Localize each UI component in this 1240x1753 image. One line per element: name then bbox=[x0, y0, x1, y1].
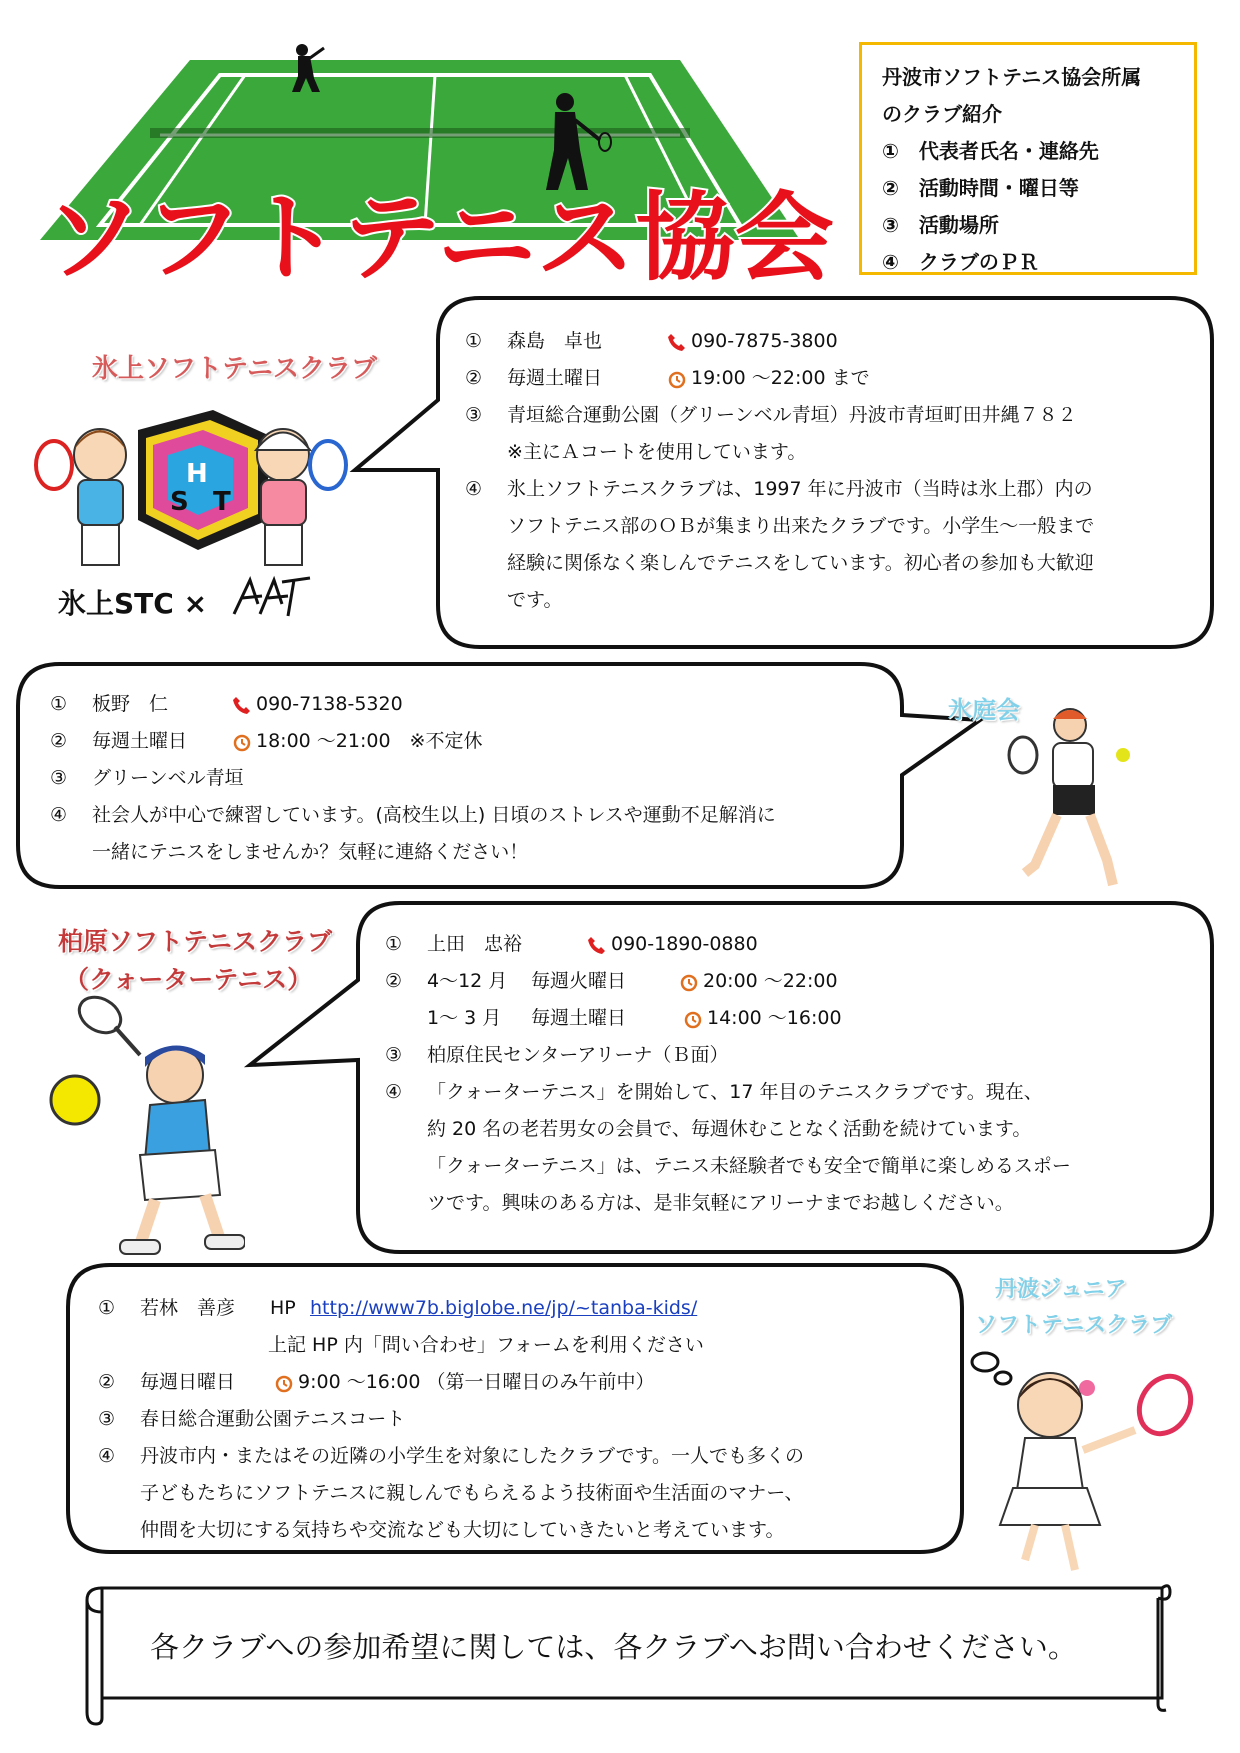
schedule-time: 18:00 ～21:00 ※不定休 bbox=[256, 730, 483, 752]
phone-number: 090-7875-3800 bbox=[691, 330, 838, 352]
legend-line: ② 活動時間・曜日等 bbox=[882, 176, 1079, 200]
hikami-place-row bbox=[465, 397, 1094, 434]
pr-line: 一緒にテニスをしませんか？気軽に連絡ください！ bbox=[92, 841, 529, 863]
contact-name: 森島 卓也 bbox=[507, 330, 603, 352]
legend-line: 丹波市ソフトテニス協会所属 bbox=[882, 65, 1142, 89]
schedule-time: 20:00 ～22:00 bbox=[703, 970, 838, 992]
item-number: ③ bbox=[98, 1408, 116, 1430]
hikami-schedule-row bbox=[465, 360, 1094, 397]
alarm-clock-icon bbox=[679, 972, 699, 992]
item-number: ② bbox=[385, 970, 403, 992]
schedule-time: 9:00 ～16:00 （第一日曜日のみ午前中） bbox=[298, 1371, 655, 1393]
kaibara-schedule-row-1 bbox=[385, 963, 1071, 1000]
pr-line: 社会人が中心で練習しています。(高校生以上) 日頃のストレスや運動不足解消に bbox=[92, 804, 776, 826]
hikami-details bbox=[465, 323, 1094, 619]
contact-name: 上田 忠裕 bbox=[427, 933, 523, 955]
kaibara-contact-row bbox=[385, 926, 1071, 963]
schedule-days: 毎週土曜日 bbox=[531, 1007, 627, 1029]
tanba-junior-details bbox=[98, 1290, 804, 1549]
pr-line: です。 bbox=[507, 589, 563, 611]
item-number: ① bbox=[98, 1297, 116, 1319]
contact-name: 若林 善彦 bbox=[140, 1297, 236, 1319]
pr-line: 子どもたちにソフトテニスに親しんでもらえるよう技術面や生活面のマナー、 bbox=[140, 1482, 804, 1504]
schedule-days: 毎週土曜日 bbox=[507, 367, 603, 389]
schedule-days: 毎週土曜日 bbox=[92, 730, 188, 752]
alarm-clock-icon bbox=[667, 369, 687, 389]
item-number: ① bbox=[50, 693, 68, 715]
legend-line: ③ 活動場所 bbox=[882, 213, 999, 237]
schedule-days: 毎週火曜日 bbox=[531, 970, 627, 992]
kaibara-details bbox=[385, 926, 1071, 1222]
kaibara-pr-row bbox=[385, 1074, 1071, 1111]
pr-line: 約 20 名の老若男女の会員で、毎週休むことなく活動を続けています。 bbox=[427, 1118, 1032, 1140]
pr-line: 「クォーターテニス」を開始して、17 年目のテニスクラブです。現在、 bbox=[427, 1081, 1043, 1103]
item-number: ② bbox=[50, 730, 68, 752]
club-name-tanba-junior: 丹波ジュニア bbox=[995, 1277, 1127, 1302]
footer-message: 各クラブへの参加希望に関しては、各クラブへお問い合わせください。 bbox=[150, 1630, 1077, 1664]
tennis-player-man-illustration bbox=[995, 695, 1145, 895]
tanba-pr-row bbox=[98, 1438, 804, 1475]
club-name-hyoteikai: 氷庭会 bbox=[948, 696, 1020, 724]
phone-number: 090-1890-0880 bbox=[611, 933, 758, 955]
schedule-time: 19:00 ～22:00 まで bbox=[691, 367, 870, 389]
place-text: 春日総合運動公園テニスコート bbox=[140, 1408, 406, 1430]
hikami-pr-row bbox=[465, 471, 1094, 508]
schedule-period: 4～12 月 bbox=[427, 970, 508, 992]
phone-icon bbox=[587, 935, 607, 955]
item-number: ③ bbox=[465, 404, 483, 426]
club-name-kaibara-sub: （クォーターテニス） bbox=[64, 965, 313, 994]
hyoteikai-contact-row bbox=[50, 686, 776, 723]
item-number: ③ bbox=[50, 767, 68, 789]
legend-line: ④ クラブのＰＲ bbox=[882, 250, 1039, 274]
item-number: ① bbox=[465, 330, 483, 352]
phone-icon bbox=[232, 695, 252, 715]
hp-note: 上記 HP 内「問い合わせ」フォームを利用ください bbox=[268, 1334, 704, 1356]
alarm-clock-icon bbox=[232, 732, 252, 752]
hyoteikai-schedule-row bbox=[50, 723, 776, 760]
alarm-clock-icon bbox=[683, 1009, 703, 1029]
item-number: ③ bbox=[385, 1044, 403, 1066]
phone-icon bbox=[667, 332, 687, 352]
place-text: 柏原住民センターアリーナ（Ｂ面） bbox=[427, 1044, 729, 1066]
logo-letter: T bbox=[213, 487, 231, 517]
item-number: ② bbox=[98, 1371, 116, 1393]
logo-letter: H bbox=[186, 459, 208, 489]
kaibara-place-row bbox=[385, 1037, 1071, 1074]
item-number: ④ bbox=[98, 1445, 116, 1467]
schedule-time: 14:00 ～16:00 bbox=[707, 1007, 842, 1029]
place-note: ※主にＡコートを使用しています。 bbox=[507, 441, 807, 463]
place-text: グリーンベル青垣 bbox=[92, 767, 244, 789]
pr-line: ソフトテニス部のＯＢが集まり出来たクラブです。小学生～一般まで bbox=[507, 515, 1095, 537]
item-number: ④ bbox=[50, 804, 68, 826]
hyoteikai-pr-row bbox=[50, 797, 776, 834]
pr-line: 経験に関係なく楽しんでテニスをしています。初心者の参加も大歓迎 bbox=[507, 552, 1094, 574]
item-number: ① bbox=[385, 933, 403, 955]
legend-line: のクラブ紹介 bbox=[882, 102, 1002, 126]
contact-name: 板野 仁 bbox=[92, 693, 169, 715]
boy-tennis-player-illustration bbox=[45, 995, 245, 1265]
alarm-clock-icon bbox=[274, 1373, 294, 1393]
girl-tennis-player-illustration bbox=[975, 1360, 1215, 1580]
logo-letter: S bbox=[170, 487, 189, 517]
legend-line: ① 代表者氏名・連絡先 bbox=[882, 139, 1099, 163]
phone-number: 090-7138-5320 bbox=[256, 693, 403, 715]
hyoteikai-place-row bbox=[50, 760, 776, 797]
club-name-kaibara: 柏原ソフトテニスクラブ bbox=[58, 927, 333, 956]
hyoteikai-details bbox=[50, 686, 776, 871]
item-number: ② bbox=[465, 367, 483, 389]
tanba-place-row bbox=[98, 1401, 804, 1438]
club-name-hikami: 氷上ソフトテニスクラブ bbox=[92, 354, 377, 384]
kaibara-schedule-row-2 bbox=[385, 1000, 1071, 1037]
pr-line: 「クォーターテニス」は、テニス未経験者でも安全で簡単に楽しめるスポー bbox=[427, 1155, 1071, 1177]
item-number: ④ bbox=[465, 478, 483, 500]
hp-label: HP bbox=[270, 1297, 296, 1319]
svg-text:ソフトテニス協会: ソフトテニス協会 bbox=[44, 182, 834, 294]
tanba-contact-row bbox=[98, 1290, 804, 1327]
club-name-tanba-junior-sub: ソフトテニスクラブ bbox=[975, 1313, 1173, 1338]
pr-line: ツです。興味のある方は、是非気軽にアリーナまでお越しください。 bbox=[427, 1192, 1014, 1214]
pr-line: 丹波市内・またはその近隣の小学生を対象にしたクラブです。一人でも多くの bbox=[140, 1445, 805, 1467]
place-text: 青垣総合運動公園（グリーンベル青垣）丹波市青垣町田井縄７８２ bbox=[507, 404, 1077, 426]
item-number: ④ bbox=[385, 1081, 403, 1103]
homepage-link[interactable]: http://www7b.biglobe.ne/jp/~tanba-kids/ bbox=[310, 1297, 698, 1319]
pr-line: 仲間を大切にする気持ちや交流なども大切にしていきたいと考えています。 bbox=[140, 1519, 785, 1541]
hikami-contact-row bbox=[465, 323, 1094, 360]
pr-line: 氷上ソフトテニスクラブは、1997 年に丹波市（当時は氷上郡）内の bbox=[507, 478, 1093, 500]
hikami-logo-text: 氷上STC × bbox=[58, 587, 208, 620]
tanba-schedule-row bbox=[98, 1364, 804, 1401]
schedule-days: 毎週日曜日 bbox=[140, 1371, 236, 1393]
schedule-period: 1～ 3 月 bbox=[427, 1007, 502, 1029]
